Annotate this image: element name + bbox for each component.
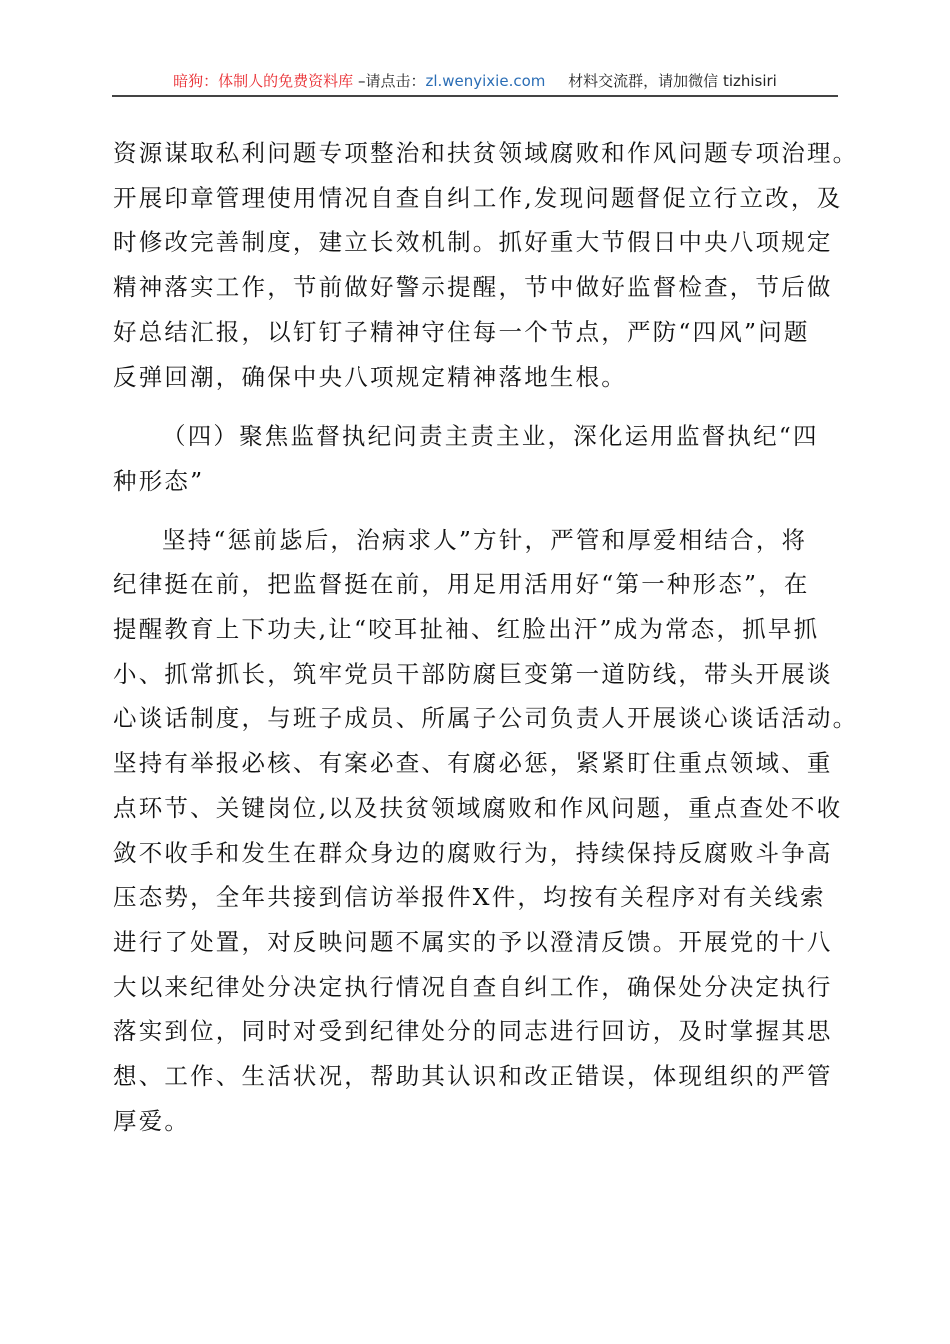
text-line: 坚持“惩前毖后，治病求人”方针，严管和厚爱相结合，将 (162, 525, 808, 554)
paragraph-body (113, 518, 859, 1144)
text-line: 厚爱。 (113, 1106, 191, 1135)
header-contact-text: 材料交流群，请加微信 tizhisiri (568, 72, 777, 90)
text-line: 反弹回潮，确保中央八项规定精神落地生根。 (113, 362, 627, 391)
section-heading (113, 414, 843, 503)
paragraph-continuation (113, 131, 859, 399)
header-brand-text: 暗狗：体制人的免费资料库 (173, 72, 354, 90)
text-line: 进行了处置，对反映问题不属实的予以澄清反馈。开展党的十八 (113, 927, 833, 956)
text-line: 落实到位，同时对受到纪律处分的同志进行回访，及时掌握其思 (113, 1017, 833, 1046)
text-line: 资源谋取私利问题专项整治和扶贫领域腐败和作风问题专项治理。 (113, 139, 859, 167)
header-website-link[interactable]: zl.wenyixie.com (425, 72, 546, 90)
text-line: 想、工作、生活状况，帮助其认识和改正错误，体现组织的严管 (113, 1062, 833, 1091)
text-line: 开展印章管理使用情况自查自纠工作,发现问题督促立行立改，及 (113, 183, 843, 212)
text-line: 敛不收手和发生在群众身边的腐败行为，持续保持反腐败斗争高 (113, 838, 833, 867)
header-prompt-text: –请点击： (357, 72, 426, 90)
text-line: 精神落实工作，节前做好警示提醒，节中做好监督检查，节后做 (113, 273, 833, 302)
text-line: 点环节、关键岗位,以及扶贫领域腐败和作风问题，重点查处不收 (113, 793, 843, 822)
text-line: 纪律挺在前，把监督挺在前，用足用活用好“第一种形态”，在 (113, 570, 810, 599)
document-body (113, 131, 859, 1143)
header-divider (112, 95, 838, 97)
text-line: 好总结汇报，以钉钉子精神守住每一个节点，严防“四风”问题 (113, 317, 810, 346)
heading-line: （四）聚焦监督执纪问责主责主业，深化运用监督执纪“四 (162, 422, 819, 451)
page-header-banner (112, 66, 838, 96)
text-line: 心谈话制度，与班子成员、所属子公司负责人开展谈心谈话活动。 (113, 704, 859, 733)
text-line: 小、抓常抓长，筑牢党员干部防腐巨变第一道防线，带头开展谈 (113, 659, 833, 688)
heading-line: 种形态” (113, 466, 205, 495)
text-line: 压态势，全年共接到信访举报件X件，均按有关程序对有关线索 (113, 883, 826, 912)
text-line: 坚持有举报必核、有案必查、有腐必惩，紧紧盯住重点领域、重 (113, 749, 833, 778)
text-line: 提醒教育上下功夫,让“咬耳扯袖、红脸出汗”成为常态，抓早抓 (113, 615, 820, 644)
text-line: 大以来纪律处分决定执行情况自查自纠工作，确保处分决定执行 (113, 972, 833, 1001)
text-line: 时修改完善制度，建立长效机制。抓好重大节假日中央八项规定 (113, 228, 833, 257)
